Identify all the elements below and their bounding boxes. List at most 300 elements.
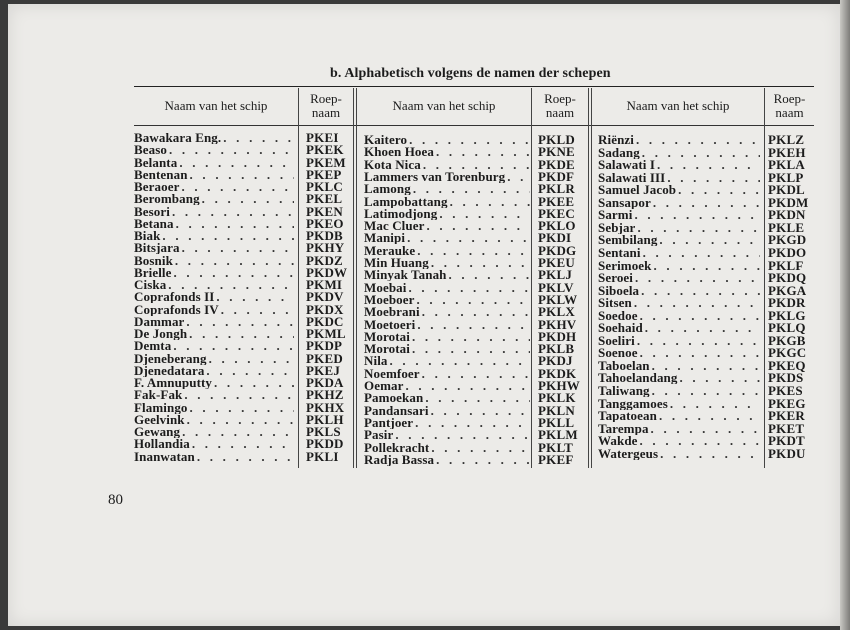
ship-name: Moeboer — [364, 292, 415, 306]
dot-leader — [654, 259, 760, 272]
dot-leader — [431, 404, 530, 417]
dot-leader — [202, 192, 294, 205]
ship-name-cell — [364, 404, 530, 417]
ship-name-cell — [134, 156, 294, 169]
ship-name-cell — [364, 170, 530, 183]
ship-name-cell — [134, 217, 294, 230]
ship-name-cell — [598, 397, 760, 410]
dot-leader — [417, 293, 530, 306]
ship-name: Biak — [134, 229, 161, 242]
call-sign: PKLK — [538, 391, 576, 405]
call-sign: PKML — [306, 327, 346, 340]
call-sign: PKLL — [538, 415, 575, 429]
dot-leader — [162, 229, 294, 242]
ship-name: Bentenan — [134, 167, 188, 181]
ship-name: Radja Bassa — [364, 452, 435, 466]
call-sign: PKDE — [538, 157, 575, 171]
ship-name: Beraoer — [134, 180, 180, 193]
call-sign: PKEG — [768, 396, 806, 410]
call-sign: PKEL — [306, 192, 343, 206]
call-sign: PKLI — [306, 449, 339, 463]
dot-leader — [413, 182, 530, 195]
ship-name-cell — [598, 309, 760, 322]
ship-name: Soenoe — [598, 346, 638, 360]
ship-name-cell — [598, 183, 760, 196]
dot-leader — [412, 330, 530, 343]
ship-name: Khoen Hoea — [364, 145, 434, 159]
dot-leader — [660, 447, 760, 460]
call-sign: PKDN — [768, 208, 806, 222]
ship-name: Serimoek — [598, 258, 652, 272]
ship-name: Ciska — [134, 278, 167, 291]
call-sign: PKDX — [306, 302, 344, 316]
dot-leader — [507, 170, 530, 183]
call-sign: PKDR — [768, 296, 806, 310]
call-sign: PKDA — [306, 376, 344, 389]
dot-leader — [190, 168, 294, 181]
ship-name-cell — [364, 145, 530, 158]
ship-name: Taboelan — [598, 358, 650, 372]
ship-name: Sembilang — [598, 233, 658, 247]
call-sign: PKDP — [306, 339, 343, 353]
ship-name: Bosnik — [134, 253, 173, 267]
header-call-sign-line1: Roep- — [773, 91, 806, 106]
dot-leader — [640, 434, 760, 447]
ship-name-cell — [598, 447, 760, 460]
ship-name-cell — [134, 192, 294, 205]
call-sign: PKLZ — [768, 133, 805, 146]
header-call-sign-1 — [299, 88, 353, 124]
dot-leader — [192, 437, 294, 450]
call-sign: PKLC — [306, 180, 343, 193]
call-sign: PKLQ — [768, 321, 806, 335]
ship-name-cell — [134, 254, 294, 267]
call-sign: PKLF — [768, 258, 804, 272]
ship-name-cell — [598, 233, 760, 246]
ship-name-cell — [598, 284, 760, 297]
ship-name-cell — [364, 416, 530, 429]
call-sign: PKEE — [538, 194, 575, 208]
dot-leader — [209, 352, 294, 365]
ship-name-cell — [364, 268, 530, 281]
ship-name-cell — [134, 388, 294, 401]
ship-name: Djeneberang — [134, 351, 207, 365]
ship-name: Watergeus — [598, 446, 659, 460]
ship-name-cell — [134, 352, 294, 365]
ship-name-cell — [364, 354, 530, 367]
ship-name-cell — [134, 401, 294, 414]
dot-leader — [174, 266, 294, 279]
dot-leader — [395, 428, 530, 441]
ship-name-cell — [598, 346, 760, 359]
ship-name-cell — [134, 168, 294, 181]
ship-name: Coprafonds II — [134, 290, 215, 304]
ship-name-cell — [364, 441, 530, 454]
ship-name: Salawati I — [598, 158, 655, 172]
page-number: 80 — [108, 492, 123, 508]
header-call-sign-3 — [765, 88, 814, 124]
dot-leader — [422, 367, 530, 380]
header-ship-name-3: Naam van het schip — [626, 98, 730, 113]
column-separator-double — [353, 88, 357, 468]
dot-leader — [390, 354, 530, 367]
dot-leader — [659, 233, 760, 246]
call-sign: PKET — [768, 421, 805, 435]
call-sign: PKEU — [538, 256, 575, 269]
ship-name: Sentani — [598, 245, 641, 259]
dot-leader — [176, 217, 294, 230]
call-sign: PKDT — [768, 434, 805, 448]
ship-name-cell — [134, 376, 294, 389]
ship-name: Latimodjong — [364, 206, 438, 220]
call-sign: PKDU — [768, 446, 806, 460]
ship-name: Tanggamoes — [598, 396, 668, 410]
call-sign: PKLA — [768, 158, 805, 172]
ship-name: Noemfoer — [364, 366, 420, 380]
ship-name-cell — [598, 221, 760, 234]
call-sign: PKLP — [768, 170, 804, 184]
ship-name-cell — [364, 453, 530, 466]
ship-name: Soehaid — [598, 321, 643, 335]
page-edge-shadow — [840, 0, 850, 630]
call-sign: PKMI — [306, 278, 343, 291]
ship-name: Lampobattang — [364, 194, 448, 208]
ship-name: Kaitero — [364, 133, 408, 146]
ship-name: Moebrani — [364, 305, 420, 319]
ship-name-cell — [598, 371, 760, 384]
dot-leader — [657, 158, 760, 171]
call-sign: PKLG — [768, 308, 806, 322]
ship-name: Demta — [134, 339, 172, 353]
call-sign: PKDD — [306, 437, 344, 451]
call-sign: PKLE — [768, 220, 805, 234]
ship-name: Pasir — [364, 428, 394, 442]
call-sign: PKLS — [306, 425, 341, 438]
ship-name: Min Huang — [364, 256, 429, 269]
call-sign: PKER — [768, 409, 805, 423]
header-ship-name-1: Naam van het schip — [164, 98, 268, 113]
dot-leader — [425, 391, 530, 404]
ship-name-cell — [134, 303, 294, 316]
call-sign: PKLB — [538, 342, 575, 356]
call-sign: PKDK — [538, 366, 577, 380]
ship-name: Beaso — [134, 143, 167, 157]
call-sign: PKEO — [306, 216, 344, 230]
dot-leader — [436, 145, 530, 158]
call-sign: PKHY — [306, 241, 345, 255]
ship-name: Djenedatara — [134, 363, 205, 377]
dot-leader — [206, 364, 294, 377]
dot-leader — [642, 146, 760, 159]
table-top-rule — [134, 86, 814, 87]
ship-name-cell — [134, 131, 294, 144]
ship-name: F. Amnuputty — [134, 376, 213, 389]
dot-leader — [651, 422, 760, 435]
ship-name-cell — [598, 271, 760, 284]
ship-name: Tapatoean — [598, 409, 657, 423]
call-sign: PKGA — [768, 283, 807, 297]
dot-leader — [417, 318, 530, 331]
call-sign: PKLX — [538, 305, 575, 319]
ship-name: Sarmi — [598, 208, 633, 222]
ship-name: Lamong — [364, 182, 411, 196]
ship-name-cell — [598, 434, 760, 447]
ship-name: Inanwatan — [134, 449, 195, 463]
ship-name-cell — [364, 182, 530, 195]
dot-leader — [634, 208, 760, 221]
dot-leader — [415, 416, 530, 429]
call-sign: PKDM — [768, 195, 809, 209]
dot-leader — [634, 296, 760, 309]
dot-leader — [431, 441, 530, 454]
ship-name: Lammers van Torenburg — [364, 169, 506, 183]
dot-leader — [636, 133, 760, 146]
ship-name: Pandansari — [364, 403, 429, 417]
ship-name-cell — [598, 146, 760, 159]
ship-name-cell — [134, 290, 294, 303]
call-sign: PKLH — [306, 412, 344, 426]
ship-name: Soeliri — [598, 333, 635, 347]
dot-leader — [181, 180, 294, 193]
dot-leader — [223, 131, 294, 144]
ship-name-cell — [598, 334, 760, 347]
header-call-sign-line2: naam — [311, 105, 341, 120]
ship-name: Siboela — [598, 283, 640, 297]
ship-name: Mac Cluer — [364, 219, 425, 233]
ship-name-cell — [134, 241, 294, 254]
ship-name: Tarempa — [598, 421, 649, 435]
ship-name: Sitsen — [598, 296, 632, 310]
ship-name-cell — [364, 342, 530, 355]
ship-name-cell — [598, 409, 760, 422]
dot-leader — [637, 221, 760, 234]
call-sign: PKEI — [306, 131, 339, 144]
dot-leader — [641, 284, 760, 297]
dot-leader — [186, 315, 294, 328]
dot-leader — [216, 290, 294, 303]
call-sign: PKHX — [306, 400, 345, 414]
call-sign: PKDQ — [768, 271, 807, 285]
call-sign: PKDS — [768, 371, 804, 385]
call-sign: PKLT — [538, 440, 574, 454]
ship-name: Minyak Tanah — [364, 268, 447, 282]
ship-name: Wakde — [598, 434, 638, 448]
ship-name-cell — [364, 133, 530, 146]
dot-leader — [190, 401, 294, 414]
call-sign: PKEF — [538, 452, 574, 466]
ship-name-cell — [598, 259, 760, 272]
ship-name: Morotai — [364, 342, 410, 356]
call-sign: PKDH — [538, 329, 577, 343]
dot-leader — [652, 359, 760, 372]
header-call-sign-line2: naam — [775, 105, 804, 120]
dot-leader — [422, 305, 530, 318]
ship-name: Betana — [134, 216, 174, 230]
dot-leader — [640, 346, 760, 359]
ship-name-cell — [364, 379, 530, 392]
dot-leader — [449, 268, 531, 281]
column-separator — [531, 88, 532, 468]
dot-leader — [187, 413, 294, 426]
call-sign: PKDF — [538, 169, 575, 183]
call-sign: PKEP — [306, 167, 342, 181]
ship-name: Nila — [364, 354, 388, 368]
ship-name-cell — [364, 231, 530, 244]
ship-name: Sadang — [598, 145, 640, 159]
call-sign: PKGD — [768, 233, 807, 247]
call-sign: PKLN — [538, 403, 575, 417]
header-call-sign-line1: Roep- — [310, 91, 342, 106]
dot-leader — [643, 246, 760, 259]
ship-name-cell — [134, 327, 294, 340]
ship-name: Salawati III — [598, 170, 666, 184]
ship-name-cell — [364, 207, 530, 220]
ship-name-cell — [364, 219, 530, 232]
ship-name: Pollekracht — [364, 440, 430, 454]
dot-leader — [169, 143, 294, 156]
ship-name: Taliwang — [598, 384, 650, 397]
column-separator — [764, 88, 765, 468]
ship-name-cell — [364, 293, 530, 306]
ship-name: Gewang — [134, 425, 181, 438]
dot-leader — [667, 171, 760, 184]
ship-name-cell — [364, 330, 530, 343]
call-sign: PKDW — [306, 265, 348, 279]
ship-name-cell — [364, 318, 530, 331]
ship-name: Moebai — [364, 280, 407, 294]
ship-name-cell — [134, 339, 294, 352]
dot-leader — [653, 196, 760, 209]
ship-name-cell — [134, 364, 294, 377]
ship-name: Riënzi — [598, 133, 634, 146]
call-sign: PKDB — [306, 229, 343, 242]
dot-leader — [168, 278, 294, 291]
dot-leader — [408, 281, 530, 294]
dot-leader — [417, 244, 530, 257]
call-sign: PKGC — [768, 346, 807, 360]
ship-name-cell — [134, 413, 294, 426]
ship-name-cell — [364, 195, 530, 208]
dot-leader — [214, 376, 294, 389]
ship-name: Seroei — [598, 271, 634, 285]
call-sign: PKDZ — [306, 253, 343, 267]
ship-name: Belanta — [134, 155, 178, 169]
ship-name: Sansapor — [598, 195, 651, 209]
dot-leader — [431, 256, 530, 269]
ship-name-cell — [364, 158, 530, 171]
ship-name: Hollandia — [134, 437, 190, 451]
dot-leader — [221, 303, 294, 316]
ship-name-cell — [364, 305, 530, 318]
call-sign: PKDI — [538, 231, 572, 245]
ship-name: Samuel Jacob — [598, 183, 677, 197]
ship-name-cell — [598, 296, 760, 309]
dot-leader — [179, 156, 294, 169]
ship-name-cell — [598, 171, 760, 184]
dot-leader — [645, 321, 760, 334]
ship-name-cell — [598, 422, 760, 435]
dot-leader — [172, 205, 294, 218]
header-bottom-rule — [134, 125, 814, 126]
dot-leader — [678, 183, 760, 196]
ship-name-cell — [598, 208, 760, 221]
ship-name-cell — [134, 425, 294, 438]
call-sign: PKDG — [538, 243, 577, 257]
ship-name-cell — [134, 143, 294, 156]
dot-leader — [426, 219, 530, 232]
ship-name: Besori — [134, 204, 170, 218]
table-title: b. Alphabetisch volgens de namen der schepen — [330, 66, 611, 81]
call-sign: PKHW — [538, 379, 580, 392]
dot-leader — [197, 450, 294, 463]
call-sign: PKLV — [538, 280, 574, 294]
ship-name: Flamingo — [134, 400, 188, 414]
ship-name: De Jongh — [134, 327, 188, 340]
dot-leader — [450, 195, 530, 208]
call-sign: PKDC — [306, 314, 344, 328]
call-sign: PKLJ — [538, 268, 573, 282]
call-sign: PKDJ — [538, 354, 573, 368]
header-call-sign-line1: Roep- — [544, 91, 576, 106]
call-sign: PKEM — [306, 155, 346, 169]
ship-name: Brielle — [134, 265, 172, 279]
dot-leader — [679, 371, 760, 384]
ship-name-cell — [134, 315, 294, 328]
dot-leader — [659, 409, 760, 422]
call-sign: PKHZ — [306, 388, 344, 402]
call-sign: PKLO — [538, 219, 576, 233]
call-sign: PKGB — [768, 333, 806, 347]
ship-name-cell — [134, 278, 294, 291]
ship-name: Pamoekan — [364, 391, 424, 405]
ship-name: Merauke — [364, 243, 416, 257]
ship-name: Bawakara Eng. — [134, 131, 222, 144]
ship-name: Berombang — [134, 192, 200, 206]
header-ship-name-2: Naam van het schip — [392, 98, 496, 113]
dot-leader — [439, 207, 530, 220]
dot-leader — [182, 241, 294, 254]
ship-name: Soedoe — [598, 308, 638, 322]
call-sign: PKEJ — [306, 363, 341, 377]
dot-leader — [182, 425, 294, 438]
call-sign: PKHV — [538, 317, 577, 331]
ship-name-cell — [598, 321, 760, 334]
ship-name-cell — [364, 367, 530, 380]
column-separator — [298, 88, 299, 468]
header-call-sign-2 — [532, 88, 588, 124]
column-separator-double — [588, 88, 592, 468]
dot-leader — [407, 231, 530, 244]
ship-name-cell — [598, 384, 760, 397]
ship-name: Tahoelandang — [598, 371, 678, 385]
call-sign: PKEQ — [768, 358, 806, 372]
call-sign: PKEK — [306, 143, 344, 157]
dot-leader — [405, 379, 530, 392]
call-sign: PKEC — [538, 206, 575, 220]
call-sign: PKLR — [538, 182, 575, 196]
ship-name-cell — [364, 391, 530, 404]
call-sign: PKEN — [306, 204, 343, 218]
ship-name-cell — [134, 266, 294, 279]
dot-leader — [412, 342, 530, 355]
ship-name: Dammar — [134, 314, 185, 328]
ship-name-cell — [598, 133, 760, 146]
dot-leader — [637, 334, 760, 347]
ship-name-cell — [134, 437, 294, 450]
ship-name: Kota Nica — [364, 157, 421, 171]
call-sign: PKDO — [768, 245, 807, 259]
ship-name-cell — [364, 256, 530, 269]
